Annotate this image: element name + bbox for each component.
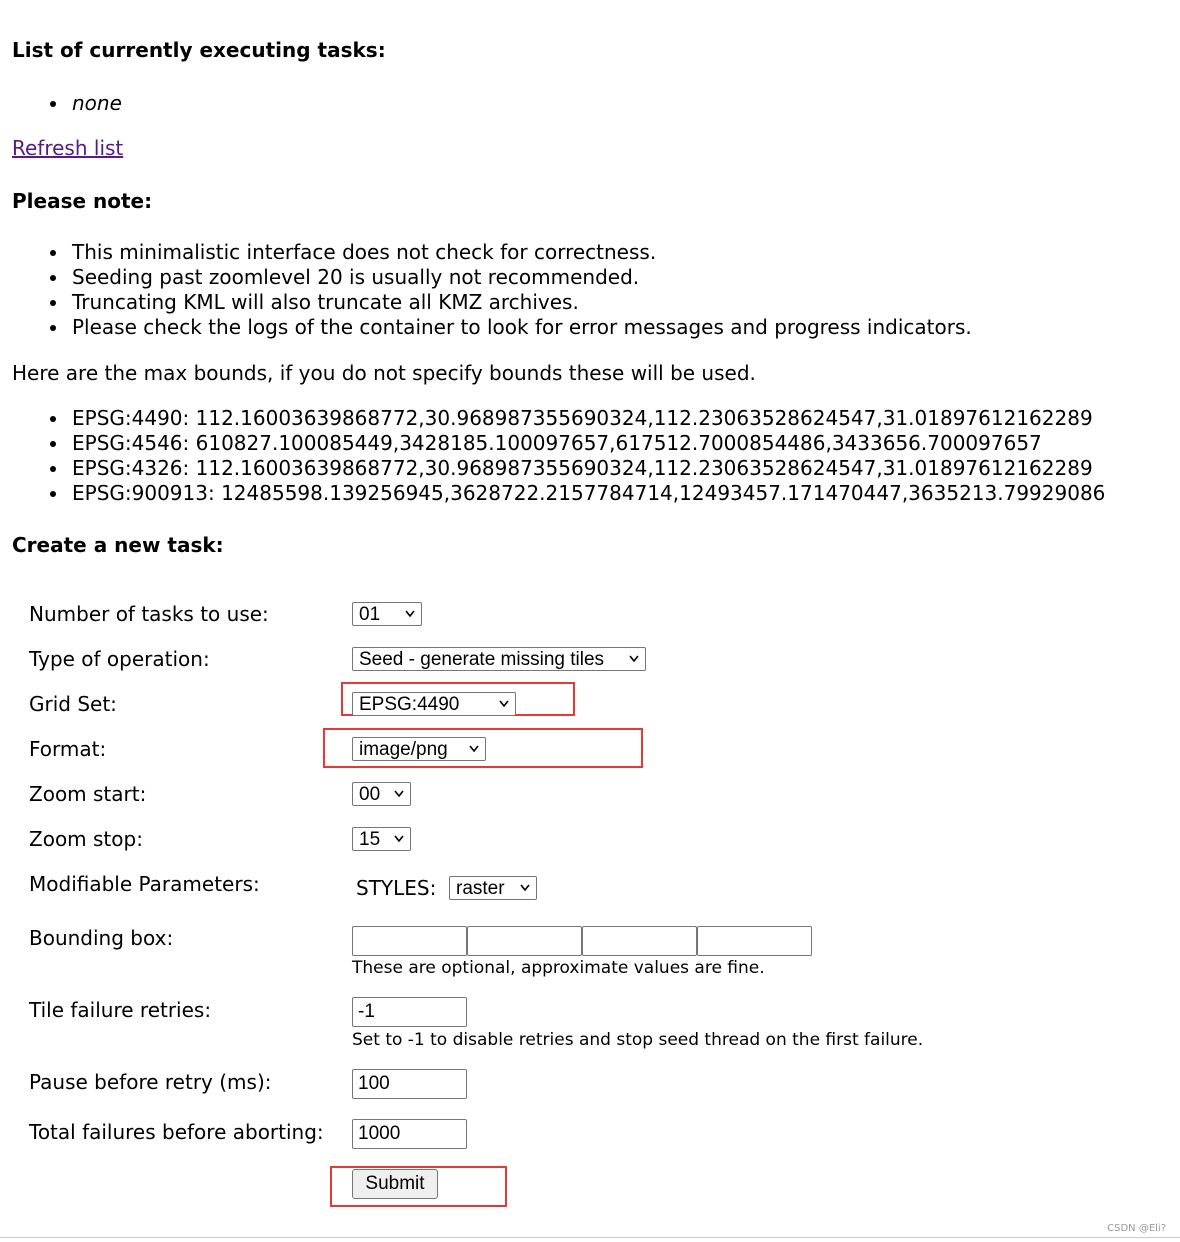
note-list (50, 240, 972, 340)
styles-label: STYLES: (356, 876, 437, 900)
tasks-heading: List of currently executing tasks: (12, 38, 386, 62)
bbox-maxx-input[interactable] (582, 926, 697, 956)
list-item: EPSG:4490: 112.16003639868772,30.968987355690324,112.23063528624547,31.01897612162289 (50, 406, 1105, 431)
chevron-down-icon (394, 790, 402, 798)
params-label: Modifiable Parameters: (29, 872, 260, 896)
chevron-down-icon (469, 745, 477, 753)
create-task-heading: Create a new task: (12, 533, 224, 557)
operation-select[interactable]: Seed - generate missing tiles (352, 647, 646, 671)
zoom-start-select[interactable]: 00 (352, 782, 411, 806)
gridset-label: Grid Set: (29, 692, 117, 716)
list-item: Please check the logs of the container to look for error messages and progress indicators. (50, 315, 972, 340)
list-item: EPSG:4546: 610827.100085449,3428185.100097657,617512.7000854486,3433656.700097657 (50, 431, 1105, 456)
list-item: none (50, 91, 122, 116)
chevron-down-icon (405, 610, 413, 618)
bbox-hint: These are optional, approximate values are fine. (352, 958, 765, 978)
list-item: This minimalistic interface does not check for correctness. (50, 240, 972, 265)
num-tasks-label: Number of tasks to use: (29, 602, 269, 626)
list-item: Truncating KML will also truncate all KMZ archives. (50, 290, 972, 315)
chevron-down-icon (499, 700, 507, 708)
tasks-list (50, 91, 122, 116)
watermark: CSDN @Eli? (1107, 1223, 1166, 1234)
list-item: Seeding past zoomlevel 20 is usually not recommended. (50, 265, 972, 290)
submit-button[interactable]: Submit (352, 1169, 438, 1199)
chevron-down-icon (520, 884, 528, 892)
total-failures-label: Total failures before aborting: (29, 1120, 324, 1144)
bbox-minx-input[interactable] (352, 926, 467, 956)
note-heading: Please note: (12, 189, 153, 213)
retries-hint: Set to -1 to disable retries and stop seed thread on the first failure. (352, 1030, 924, 1050)
refresh-list-link[interactable]: Refresh list (12, 136, 124, 160)
retries-input[interactable]: -1 (352, 997, 467, 1027)
pause-label: Pause before retry (ms): (29, 1070, 272, 1094)
bbox-maxy-input[interactable] (697, 926, 812, 956)
gridset-select[interactable]: EPSG:4490 (352, 692, 516, 716)
format-select[interactable]: image/png (352, 737, 486, 761)
bounds-intro: Here are the max bounds, if you do not specify bounds these will be used. (12, 361, 756, 385)
divider (0, 1237, 1180, 1238)
zoom-start-label: Zoom start: (29, 782, 147, 806)
zoom-stop-select[interactable]: 15 (352, 827, 411, 851)
chevron-down-icon (629, 655, 637, 663)
bbox-label: Bounding box: (29, 926, 174, 950)
styles-select[interactable]: raster (449, 876, 537, 900)
operation-label: Type of operation: (29, 647, 210, 671)
num-tasks-select[interactable]: 01 (352, 602, 422, 626)
chevron-down-icon (394, 835, 402, 843)
retries-label: Tile failure retries: (29, 998, 212, 1022)
total-failures-input[interactable]: 1000 (352, 1119, 467, 1149)
format-label: Format: (29, 737, 107, 761)
zoom-stop-label: Zoom stop: (29, 827, 143, 851)
pause-input[interactable]: 100 (352, 1069, 467, 1099)
list-item: EPSG:900913: 12485598.139256945,3628722.2157784714,12493457.171470447,3635213.79929086 (50, 481, 1105, 506)
bounds-list (50, 406, 1105, 506)
list-item: EPSG:4326: 112.16003639868772,30.968987355690324,112.23063528624547,31.01897612162289 (50, 456, 1105, 481)
bbox-miny-input[interactable] (467, 926, 582, 956)
